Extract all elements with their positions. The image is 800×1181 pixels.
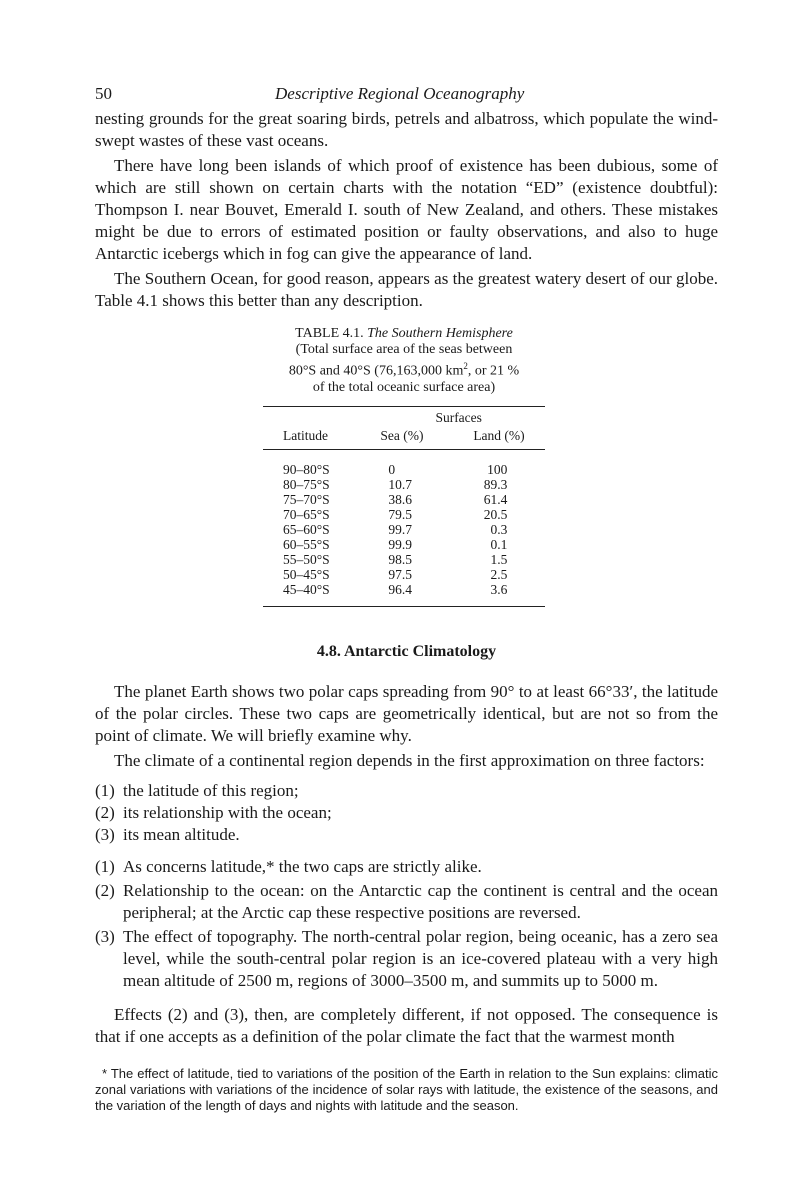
- list-item-text: As concerns latitude,* the two caps are strictly alike.: [123, 856, 482, 876]
- list-item: [95, 926, 718, 992]
- list-item-text: its relationship with the ocean;: [123, 802, 332, 822]
- cell-sea: 99.9: [388, 536, 412, 552]
- footnote: * The effect of latitude, tied to variations of the position of the Earth in relation to the Sun explains: climatic zonal variations with variations of the incidence of solar rays with latitude, the existence of the seasons, and the variation of the length of days and nights with latitude and the season.: [95, 1065, 718, 1113]
- table-row: [263, 552, 545, 567]
- list-item: [95, 780, 718, 802]
- cell-latitude: 90–80°S: [283, 461, 330, 477]
- cell-sea: 10.7: [388, 476, 412, 492]
- cell-latitude: 55–50°S: [283, 551, 330, 567]
- cell-latitude: 60–55°S: [283, 536, 330, 552]
- book-page: [95, 84, 718, 1114]
- table-bottom-rule: [263, 606, 545, 607]
- table-row: [263, 477, 545, 492]
- list-item-number: (2): [95, 802, 115, 822]
- section-heading: 4.8. Antarctic Climatology: [316, 642, 497, 660]
- cell-sea: 98.5: [388, 551, 412, 567]
- list-item: [95, 856, 718, 878]
- paragraph-doubtful-islands: There have long been islands of which proof of existence has been dubious, some of which are still shown on certain charts with the notation “ED” (existence doubtful): Thompson I. near Bouvet, Emerald I. south of New Zealand, and others. These mistakes might be due to errors of estimated position or faulty observations, and also to huge Antarctic icebergs which in fog can give the appearance of land.: [95, 156, 718, 263]
- cell-land: 89.3: [483, 476, 508, 492]
- table-caption-line4: of the total oceanic surface area): [312, 379, 496, 395]
- paragraph-effects: Effects (2) and (3), then, are completely different, if not opposed. The consequence is that if one accepts as a definition of the polar climate the fact that the warmest month: [95, 1004, 718, 1046]
- explanations-list: [95, 856, 718, 992]
- cell-sea: 38.6: [388, 491, 412, 507]
- table-row: [263, 582, 545, 606]
- paragraph-polar-caps: The planet Earth shows two polar caps spreading from 90° to at least 66°33′, the latitude of the polar circles. These two caps are geometrically identical, but are not so from the point of climate. We will briefly examine why.: [95, 681, 718, 745]
- table-caption-title: The Southern Hemisphere: [367, 326, 513, 341]
- factors-list: [95, 780, 718, 846]
- table-caption-line3-post: , or 21 %: [467, 363, 520, 379]
- cell-land: 61.4: [483, 491, 508, 507]
- paragraph-watery-desert: The Southern Ocean, for good reason, appears as the greatest watery desert of our globe. Table 4.1 shows this better than any description.: [95, 269, 718, 310]
- page-number: 50: [95, 84, 112, 103]
- list-item-text: Relationship to the ocean: on the Antarctic cap the continent is central and the ocean peripheral; at the Arctic cap these respective positions are reversed.: [123, 880, 718, 922]
- table-row: [263, 492, 545, 507]
- table-caption-line2: (Total surface area of the seas between: [295, 342, 513, 357]
- table-row: [263, 507, 545, 522]
- list-item-number: (3): [95, 824, 115, 844]
- cell-latitude: 80–75°S: [283, 476, 330, 492]
- col-header-land: Land (%): [451, 425, 545, 450]
- cell-sea: 99.7: [388, 521, 412, 537]
- cell-latitude: 65–60°S: [283, 521, 330, 537]
- col-header-sea: Sea (%): [366, 425, 451, 450]
- list-item-number: (3): [95, 926, 115, 946]
- paragraph-climate-factors: The climate of a continental region depends in the first approximation on three factors:: [114, 750, 705, 770]
- running-title: Descriptive Regional Oceanography: [275, 84, 525, 103]
- table-caption-line3-pre: 80°S and 40°S (76,163,000 km: [288, 363, 464, 379]
- table-caption-label: TABLE 4.1.: [295, 326, 368, 341]
- cell-latitude: 75–70°S: [283, 491, 330, 507]
- cell-land: 1.5: [490, 551, 508, 567]
- page-header: [95, 84, 718, 108]
- list-item: [95, 880, 718, 924]
- surfaces-table: [263, 407, 545, 606]
- list-item-text: its mean altitude.: [123, 824, 240, 844]
- table-row: [263, 449, 545, 477]
- table-row: [263, 537, 545, 552]
- cell-sea: 0: [388, 461, 396, 477]
- cell-land: 20.5: [483, 506, 508, 522]
- table-4-1: [263, 326, 545, 607]
- table-caption-line3-sup: 2: [463, 361, 468, 371]
- list-item-text: the latitude of this region;: [123, 780, 299, 800]
- table-caption: [263, 326, 545, 396]
- list-item-text: The effect of topography. The north-central polar region, being oceanic, has a zero sea level, while the south-central polar region is an ice-covered plateau with a very high mean altitude of 2500 m, regions of 3000–3500 m, and summits up to 5000 m.: [123, 926, 718, 990]
- col-header-latitude: Latitude: [263, 425, 366, 450]
- cell-land: 100: [487, 461, 508, 477]
- list-item-number: (2): [95, 880, 115, 900]
- cell-latitude: 70–65°S: [283, 506, 330, 522]
- surfaces-group-header: Surfaces: [435, 409, 482, 425]
- list-item-number: (1): [95, 780, 115, 800]
- cell-land: 0.1: [490, 536, 508, 552]
- table-row: [263, 522, 545, 537]
- list-item: [95, 824, 718, 846]
- cell-land: 3.6: [490, 581, 508, 597]
- list-item-number: (1): [95, 856, 115, 876]
- cell-land: 0.3: [490, 521, 508, 537]
- cell-land: 2.5: [490, 566, 508, 582]
- cell-sea: 79.5: [388, 506, 412, 522]
- cell-latitude: 45–40°S: [283, 581, 330, 597]
- cell-latitude: 50–45°S: [283, 566, 330, 582]
- paragraph-continuation: nesting grounds for the great soaring birds, petrels and albatross, which populate the wind-swept wastes of these vast oceans.: [95, 109, 718, 150]
- table-body: [263, 449, 545, 606]
- table-row: [263, 567, 545, 582]
- list-item: [95, 802, 718, 824]
- cell-sea: 96.4: [388, 581, 412, 597]
- cell-sea: 97.5: [388, 566, 412, 582]
